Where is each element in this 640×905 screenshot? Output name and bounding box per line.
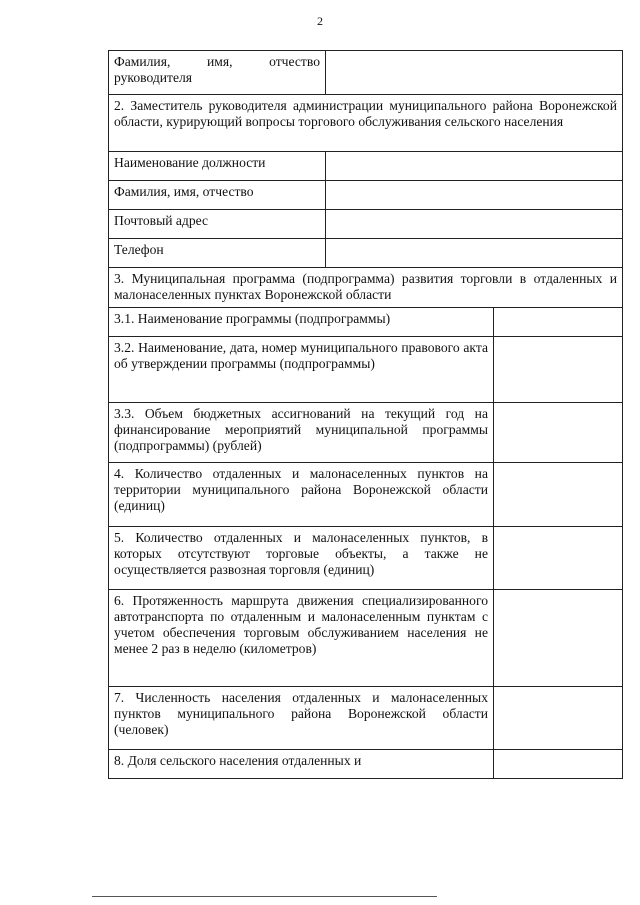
row-3-1-value — [494, 308, 623, 337]
address-value — [326, 210, 623, 239]
section-3-heading: 3. Муниципальная программа (подпрограмма) развития торговли в отдаленных и малонаселенных пунктах Воронежской области — [109, 268, 623, 308]
table-row — [109, 181, 623, 210]
table-row — [109, 268, 623, 308]
table-row — [109, 308, 623, 337]
position-value — [326, 152, 623, 181]
table-row — [109, 403, 623, 463]
row-7-label: 7. Численность населения отдаленных и малонаселенных пунктов муниципального района Воронежской области (человек) — [109, 687, 494, 750]
row-4-value — [494, 463, 623, 527]
fio-head-value — [326, 51, 623, 95]
row-8-value — [494, 750, 623, 779]
table-row — [109, 687, 623, 750]
table-row — [109, 95, 623, 152]
table-row — [109, 750, 623, 779]
row-6-label: 6. Протяженность маршрута движения специализированного автотранспорта по отдаленным и малонаселенным пунктам с учетом обеспечения торговым обслуживанием населения не менее 2 раз в неделю (километров) — [109, 590, 494, 687]
form-table — [108, 50, 623, 779]
table-row — [109, 210, 623, 239]
section-2-heading: 2. Заместитель руководителя администрации муниципального района Воронежской области, курирующий вопросы торгового обслуживания сельского населения — [109, 95, 623, 152]
phone-label: Телефон — [109, 239, 326, 268]
table-row — [109, 527, 623, 590]
row-3-2-label: 3.2. Наименование, дата, номер муниципального правового акта об утверждении программы (подпрограммы) — [109, 337, 494, 403]
table-row — [109, 590, 623, 687]
row-5-label: 5. Количество отдаленных и малонаселенных пунктов, в которых отсутствуют торговые объекты, а также не осуществляется развозная торговля (единиц) — [109, 527, 494, 590]
row-6-value — [494, 590, 623, 687]
fio-label: Фамилия, имя, отчество — [109, 181, 326, 210]
row-3-3-value — [494, 403, 623, 463]
table-row — [109, 51, 623, 95]
row-3-1-label: 3.1. Наименование программы (подпрограммы) — [109, 308, 494, 337]
row-8-label: 8. Доля сельского населения отдаленных и — [109, 750, 494, 779]
table-row — [109, 463, 623, 527]
phone-value — [326, 239, 623, 268]
table-row — [109, 337, 623, 403]
address-label: Почтовый адрес — [109, 210, 326, 239]
row-3-3-label: 3.3. Объем бюджетных ассигнований на текущий год на финансирование мероприятий муниципальной программы (подпрограммы) (рублей) — [109, 403, 494, 463]
fio-value — [326, 181, 623, 210]
page-number: 2 — [317, 14, 323, 28]
row-7-value — [494, 687, 623, 750]
table-row — [109, 239, 623, 268]
position-label: Наименование должности — [109, 152, 326, 181]
row-3-2-value — [494, 337, 623, 403]
row-4-label: 4. Количество отдаленных и малонаселенных пунктов на территории муниципального района Воронежской области (единиц) — [109, 463, 494, 527]
footer-rule — [92, 896, 437, 897]
row-5-value — [494, 527, 623, 590]
fio-head-label: Фамилия, имя, отчество руководителя — [109, 51, 326, 95]
table-row — [109, 152, 623, 181]
